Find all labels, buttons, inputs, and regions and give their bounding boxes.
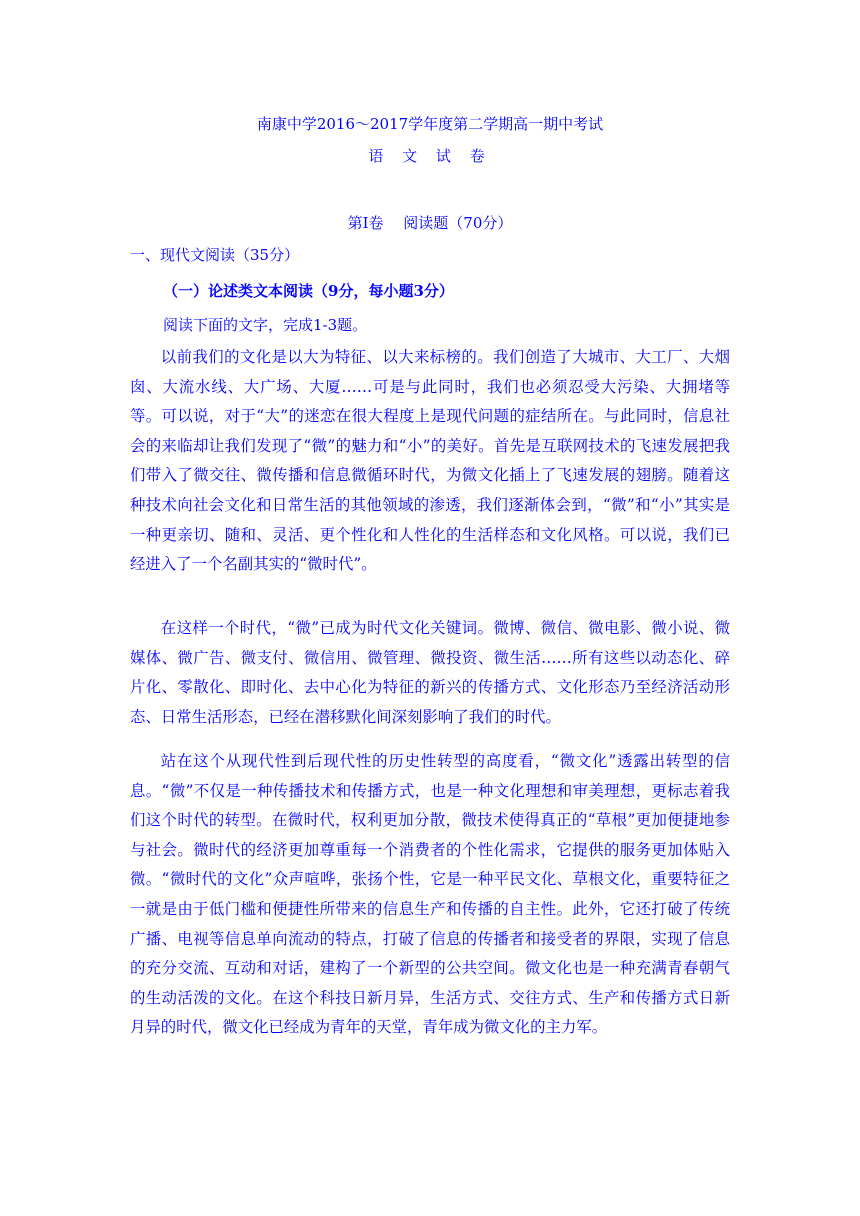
- passage-paragraph-1: 以前我们的文化是以大为特征、以大来标榜的。我们创造了大城市、大工厂、大烟囱、大流水线、大广场、大厦……可是与此同时，我们也必须忍受大污染、大拥堵等等。可以说，对于“大”的迷恋在很大程度上是现代问题的症结所在。与此同时，信息社会的来临却让我们发现了“微”的魅力和“小”的美好。首先是互联网技术的飞速发展把我们带入了微交往、微传播和信息微循环时代，为微文化插上了飞速发展的翅膀。随着这种技术向社会文化和日常生活的其他领域的渗透，我们逐渐体会到，“微”和“小”其实是一种更亲切、随和、灵活、更个性化和人性化的生活样态和文化风格。可以说，我们已经进入了一个名副其实的“微时代”。: [130, 348, 730, 574]
- passage-paragraph-3: 站在这个从现代性到后现代性的历史性转型的高度看，“微文化”透露出转型的信息。“微”不仅是一种传播技术和传播方式，也是一种文化理想和审美理想，更标志着我们这个时代的转型。在微时代，权利更加分散，微技术使得真正的“草根”更加便捷地参与社会。微时代的经济更加尊重每一个消费者的个性化需求，它提供的服务更加体贴入微。“微时代的文化”众声喧哗，张扬个性，它是一种平民文化、草根文化，重要特征之一就是由于低门槛和便捷性所带来的信息生产和传播的自主性。此外，它还打破了传统广播、电视等信息单向流动的特点，打破了信息的传播者和接受者的界限，实现了信息的充分交流、互动和对话，建构了一个新型的公共空间。微文化也是一种充满青春朝气的生动活泼的文化。在这个科技日新月异，生活方式、交往方式、生产和传播方式日新月异的时代，微文化已经成为青年的天堂，青年成为微文化的主力军。: [130, 752, 730, 1037]
- exam-title: 南康中学2016～2017学年度第二学期高一期中考试: [256, 115, 604, 133]
- section-heading: 一、现代文阅读（35分）: [130, 246, 300, 264]
- exam-subtitle: 语 文 试 卷: [368, 147, 492, 165]
- subsection-heading: （一）论述类文本阅读（9分，每小题3分）: [163, 282, 454, 300]
- part-heading: 第Ⅰ卷 阅读题（70分）: [347, 214, 513, 232]
- passage-paragraph-2: 在这样一个时代，“微”已成为时代文化关键词。微博、微信、微电影、微小说、微媒体、微广告、微支付、微信用、微管理、微投资、微生活……所有这些以动态化、碎片化、零散化、即时化、去中心化为特征的新兴的传播方式、文化形态乃至经济活动形态、日常生活形态，已经在潜移默化间深刻影响了我们的时代。: [130, 619, 730, 726]
- reading-instruction: 阅读下面的文字，完成1-3题。: [163, 316, 368, 334]
